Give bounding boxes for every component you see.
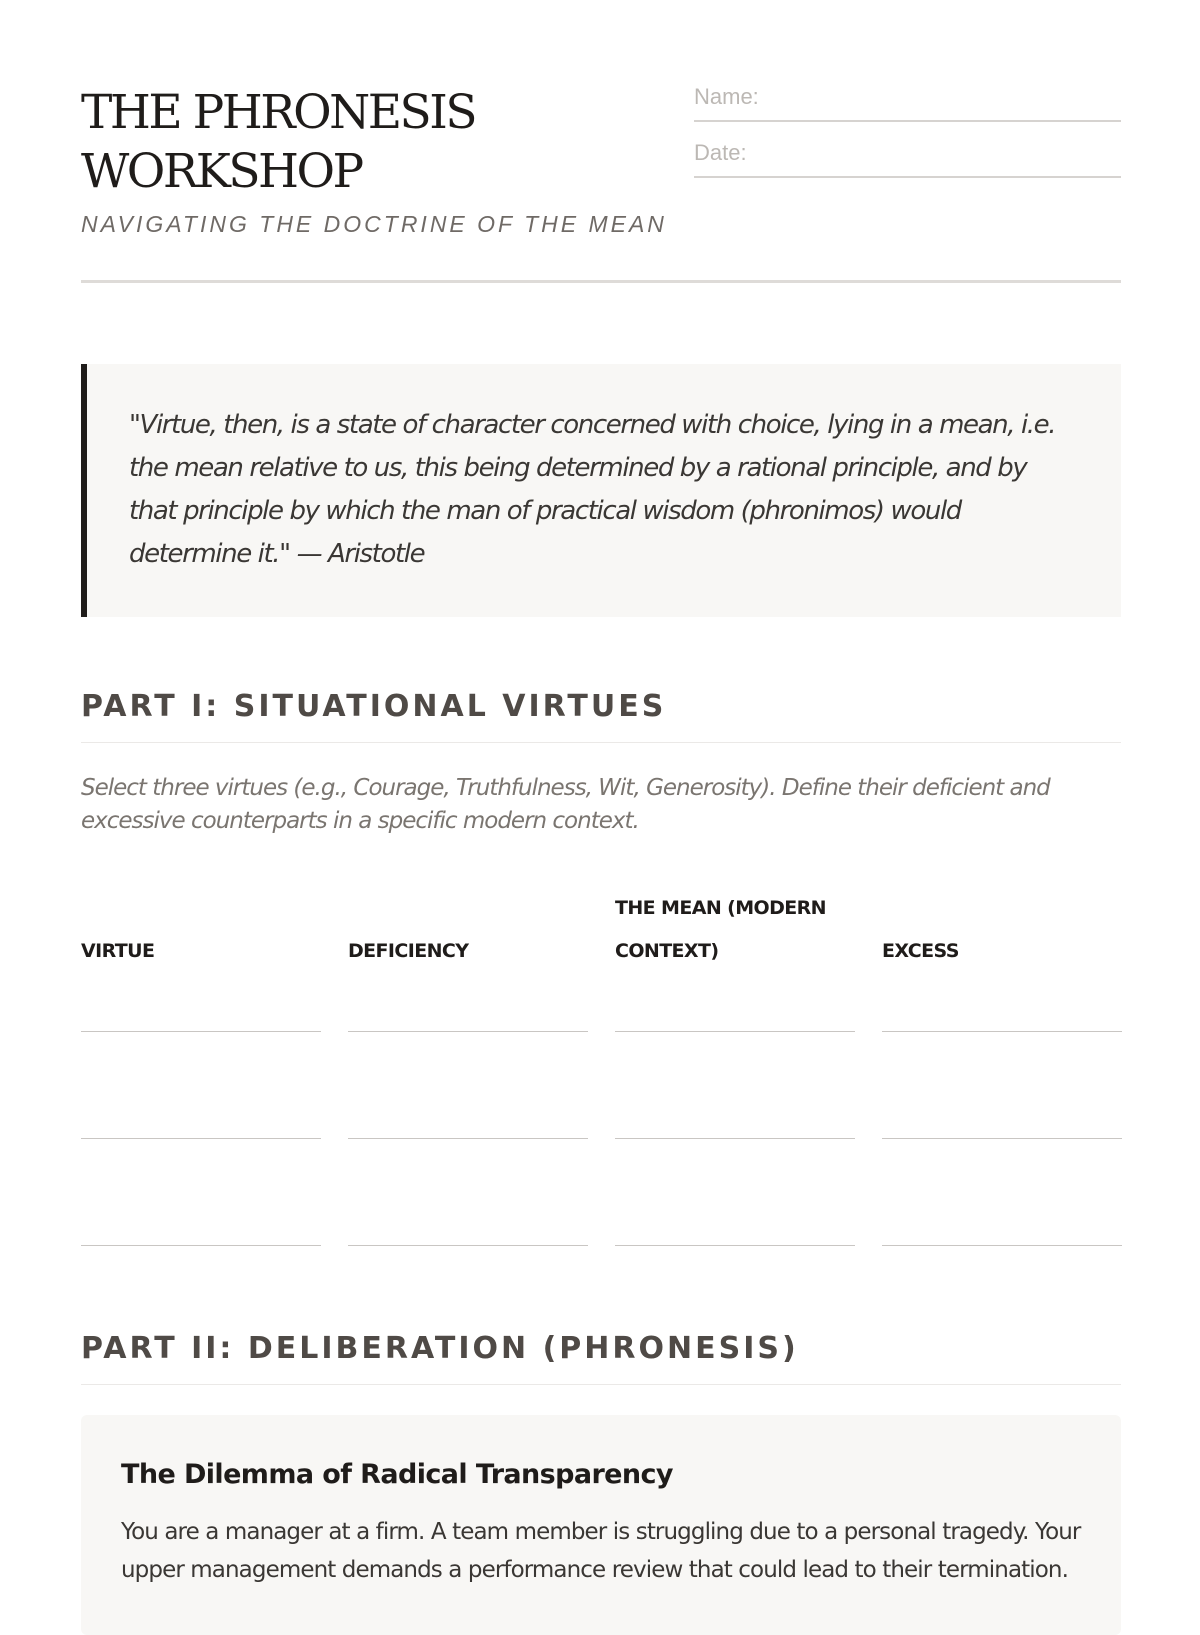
header-divider [81,280,1121,283]
quote-text: "Virtue, then, is a state of character concerned with choice, lying in a mean, i.e. the mean relative to us, this being determined by a rational principle, and by that principle by which the man of practical wisdom (phronimos) would determine it." — Aristotle [129,410,1056,569]
aristotle-quote [81,364,1121,617]
row2-virtue-input[interactable] [81,1138,321,1139]
case-study-box [81,1415,1121,1635]
row1-excess-input[interactable] [882,1031,1122,1032]
case-text: You are a manager at a firm. A team member is struggling due to a personal tragedy. Your upper management demands a performance review that could lead to their termination. [121,1519,1081,1583]
row3-virtue-input[interactable] [81,1245,321,1246]
page-title [81,83,641,201]
row1-mean-input[interactable] [615,1031,855,1032]
column-header-virtue: VIRTUE [81,940,155,962]
date-field[interactable] [694,138,1121,178]
page-subtitle: NAVIGATING THE DOCTRINE OF THE MEAN [81,211,667,237]
part1-instructions: Select three virtues (e.g., Courage, Truthfulness, Wit, Generosity). Define their deficient and excessive counterparts in a specific modern context. [81,775,1050,834]
title-line-2: WORKSHOP [81,144,362,199]
title-line-1: THE PHRONESIS [81,85,476,140]
row1-deficiency-input[interactable] [348,1031,588,1032]
row2-deficiency-input[interactable] [348,1138,588,1139]
part1-title: PART I: SITUATIONAL VIRTUES [81,689,1121,743]
case-title: The Dilemma of Radical Transparency [121,1459,673,1490]
row3-mean-input[interactable] [615,1245,855,1246]
name-label: Name: [694,84,759,109]
row2-mean-input[interactable] [615,1138,855,1139]
part2-title: PART II: DELIBERATION (PHRONESIS) [81,1331,1121,1385]
row3-deficiency-input[interactable] [348,1245,588,1246]
row2-excess-input[interactable] [882,1138,1122,1139]
row1-virtue-input[interactable] [81,1031,321,1032]
column-header-mean: THE MEAN (MODERN CONTEXT) [615,897,826,962]
column-header-excess: EXCESS [882,940,959,962]
date-label: Date: [694,140,747,165]
column-header-deficiency: DEFICIENCY [348,940,469,962]
name-field[interactable] [694,82,1121,122]
row3-excess-input[interactable] [882,1245,1122,1246]
